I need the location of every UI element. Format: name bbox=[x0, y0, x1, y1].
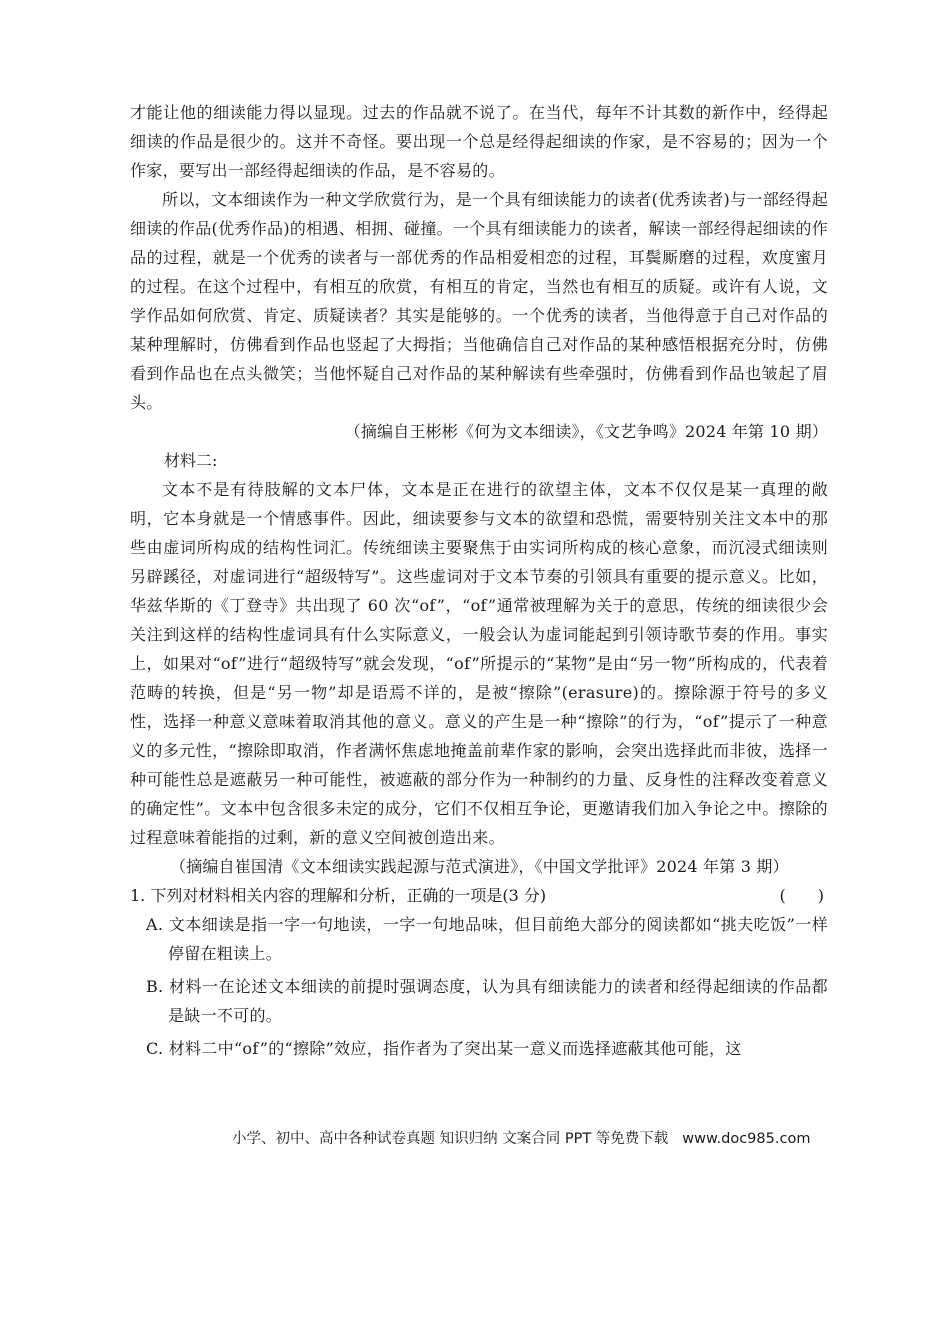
option-a: A. 文本细读是指一字一句地读，一字一句地品味，但目前绝大部分的阅读都如“挑夫吃饭”一样停留在粗读上。 bbox=[146, 915, 828, 963]
material-two-label: 材料二: bbox=[164, 451, 218, 470]
question-1-stem bbox=[130, 881, 828, 910]
option-c: C. 材料二中“of”的“擦除”效应，指作者为了突出某一意义而选择遮蔽其他可能，这 bbox=[146, 1039, 742, 1058]
page-footer bbox=[232, 1127, 810, 1148]
document-body bbox=[130, 98, 828, 1063]
material-one-paragraph-continued: 才能让他的细读能力得以显现。过去的作品就不说了。在当代，每年不计其数的新作中，经得起细读的作品是很少的。这并不奇怪。要出现一个总是经得起细读的作家，是不容易的；因为一个作家，要写出一部经得起细读的作品，是不容易的。 bbox=[130, 103, 828, 180]
material-two-source: （摘编自崔国清《文本细读实践起源与范式演进》，《中国文学批评》2024 年第 3 期） bbox=[170, 857, 789, 876]
answer-bracket: ( ) bbox=[779, 886, 824, 905]
material-two-paragraph: 文本不是有待肢解的文本尸体，文本是正在进行的欲望主体，文本不仅仅是某一真理的敞明，它本身就是一个情感事件。因此，细读要参与文本的欲望和恐慌，需要特别关注文本中的那些由虚词所构成的结构性词汇。传统细读主要聚焦于由实词所构成的核心意象，而沉浸式细读则另辟蹊径，对虚词进行“超级特写”。这些虚词对于文本节奏的引领具有重要的提示意义。比如，华兹华斯的《丁登寺》共出现了 60 次“of”，“of”通常被理解为关于的意思，传统的细读很少会关注到这样的结构性虚词具有什么实际意义，一般会认为虚词能起到引领诗歌节奏的作用。事实上，如果对“of”进行“超级特写”就会发现，“of”所提示的“某物”是由“另一物”所构成的，代表着范畴的转换，但是“另一物”却是语焉不详的，是被“擦除”(erasure)的。擦除源于符号的多义性，选择一种意义意味着取消其他的意义。意义的产生是一种“擦除”的行为，“of”提示了一种意义的多元性，“擦除即取消，作者满怀焦虑地掩盖前辈作家的影响，会突出选择此而非彼，选择一种可能性总是遮蔽另一种可能性，被遮蔽的部分作为一种制约的力量、反身性的注释改变着意义的确定性”。文本中包含很多未定的成分，它们不仅相互争论，更邀请我们加入争论之中。擦除的过程意味着能指的过剩，新的意义空间被创造出来。 bbox=[130, 480, 828, 847]
material-one-paragraph-2: 所以，文本细读作为一种文学欣赏行为，是一个具有细读能力的读者(优秀读者)与一部经得起细读的作品(优秀作品)的相遇、相拥、碰撞。一个具有细读能力的读者，解读一部经得起细读的作品的过程，就是一个优秀的读者与一部优秀的作品相爱相恋的过程，耳鬓厮磨的过程，欢度蜜月的过程。在这个过程中，有相互的欣赏，有相互的肯定，当然也有相互的质疑。或许有人说，文学作品如何欣赏、肯定、质疑读者？其实是能够的。一个优秀的读者，当他得意于自己对作品的某种理解时，仿佛看到作品也竖起了大拇指；当他确信自己对作品的某种感悟根据充分时，仿佛看到作品也在点头微笑；当他怀疑自己对作品的某种解读有些牵强时，仿佛看到作品也皱起了眉头。 bbox=[130, 190, 828, 412]
option-b: B. 材料一在论述文本细读的前提时强调态度，认为具有细读能力的读者和经得起细读的作品都是缺一不可的。 bbox=[146, 977, 828, 1025]
footer-url[interactable]: www.doc985.com bbox=[682, 1131, 811, 1147]
material-one-source: （摘编自王彬彬《何为文本细读》，《文艺争鸣》2024 年第 10 期） bbox=[344, 422, 828, 441]
footer-text: 小学、初中、高中各种试卷真题 知识归纳 文案合同 PPT 等免费下载 bbox=[232, 1131, 669, 1147]
question-1-text: 1. 下列对材料相关内容的理解和分析，正确的一项是(3 分) bbox=[130, 886, 547, 905]
